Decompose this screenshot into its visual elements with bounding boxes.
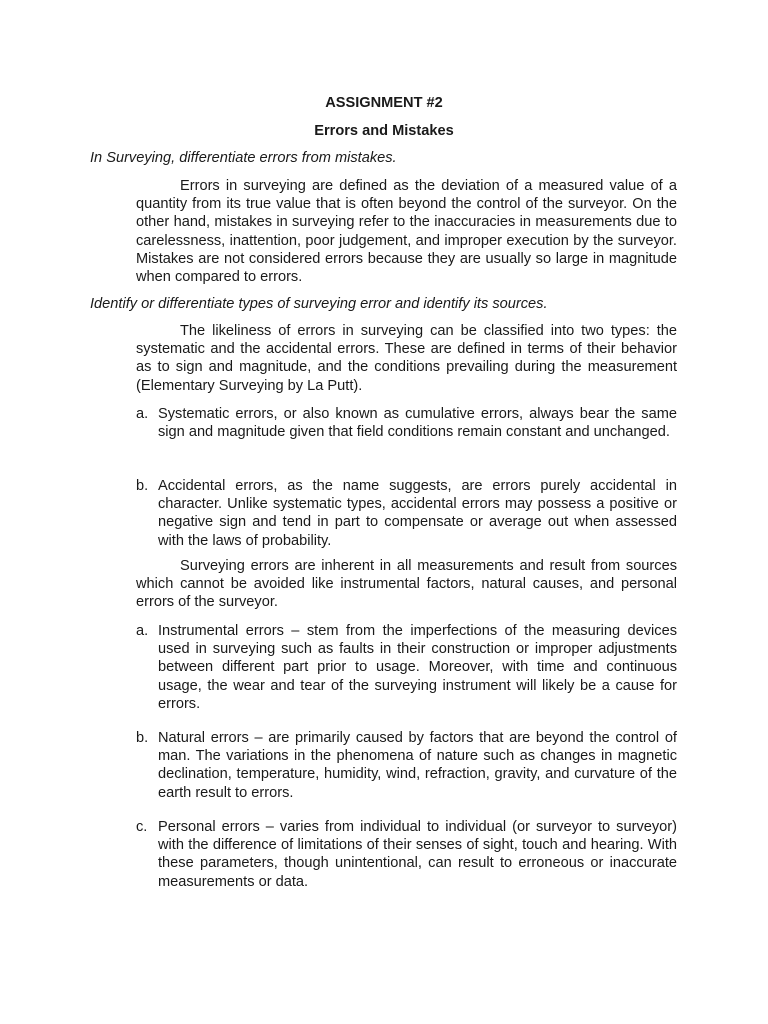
error-types-intro: The likeliness of errors in surveying can be classified into two types: the systematic and the accidental errors. These are defined in terms of their behavior as to sign and magnitude, and the conditions prevailing during the measurement (Elementary Surveying by La Putt). bbox=[136, 323, 677, 394]
list-marker: b. bbox=[136, 730, 149, 746]
list-marker: b. bbox=[136, 478, 149, 494]
list-marker: c. bbox=[136, 819, 148, 835]
assignment-subtitle: Errors and Mistakes bbox=[314, 123, 454, 139]
list-item-text: Instrumental errors – stem from the imperfections of the measuring devices used in surveying such as faults in their construction or improper adjustments between different part prior to usage. Moreover, with time and continuous usage, the wear and tear of the surveying instrument will likely be a cause for errors. bbox=[158, 623, 677, 712]
list-item bbox=[136, 622, 677, 713]
list-item-text: Systematic errors, or also known as cumulative errors, always bear the same sign and magnitude given that field conditions remain constant and unchanged. bbox=[158, 406, 677, 441]
assignment-title: ASSIGNMENT #2 bbox=[325, 95, 443, 111]
list-item-text: Personal errors – varies from individual to individual (or surveyor to surveyor) with the difference of limitations of their senses of sight, touch and hearing. With these parameters, though unintentional, can result to erroneous or inaccurate measurements or data. bbox=[158, 819, 677, 890]
list-item bbox=[136, 818, 677, 891]
error-sources-intro: Surveying errors are inherent in all measurements and result from sources which cannot be avoided like instrumental factors, natural causes, and personal errors of the surveyor. bbox=[136, 558, 677, 611]
list-marker: a. bbox=[136, 406, 149, 422]
list-marker: a. bbox=[136, 623, 149, 639]
list-item bbox=[136, 729, 677, 802]
list-item bbox=[136, 477, 677, 550]
list-item-text: Accidental errors, as the name suggests, are errors purely accidental in character. Unlike systematic types, accidental errors may possess a positive or negative sign and tend in part to compensate or average out when assessed with the laws of probability. bbox=[158, 478, 677, 549]
list-item bbox=[136, 405, 677, 441]
question-2: Identify or differentiate types of surveying error and identify its sources. bbox=[90, 296, 548, 312]
answer-1-paragraph: Errors in surveying are defined as the deviation of a measured value of a quantity from its true value that is often beyond the control of the surveyor. On the other hand, mistakes in surveying refer to the inaccuracies in measurements due to carelessness, inattention, poor judgement, and improper execution by the surveyor. Mistakes are not considered errors because they are usually so large in magnitude when compared to errors. bbox=[136, 178, 677, 286]
list-item-text: Natural errors – are primarily caused by factors that are beyond the control of man. The variations in the phenomena of nature such as changes in magnetic declination, temperature, humidity, wind, refraction, gravity, and curvature of the earth result to errors. bbox=[158, 730, 677, 801]
question-1: In Surveying, differentiate errors from mistakes. bbox=[90, 150, 397, 166]
